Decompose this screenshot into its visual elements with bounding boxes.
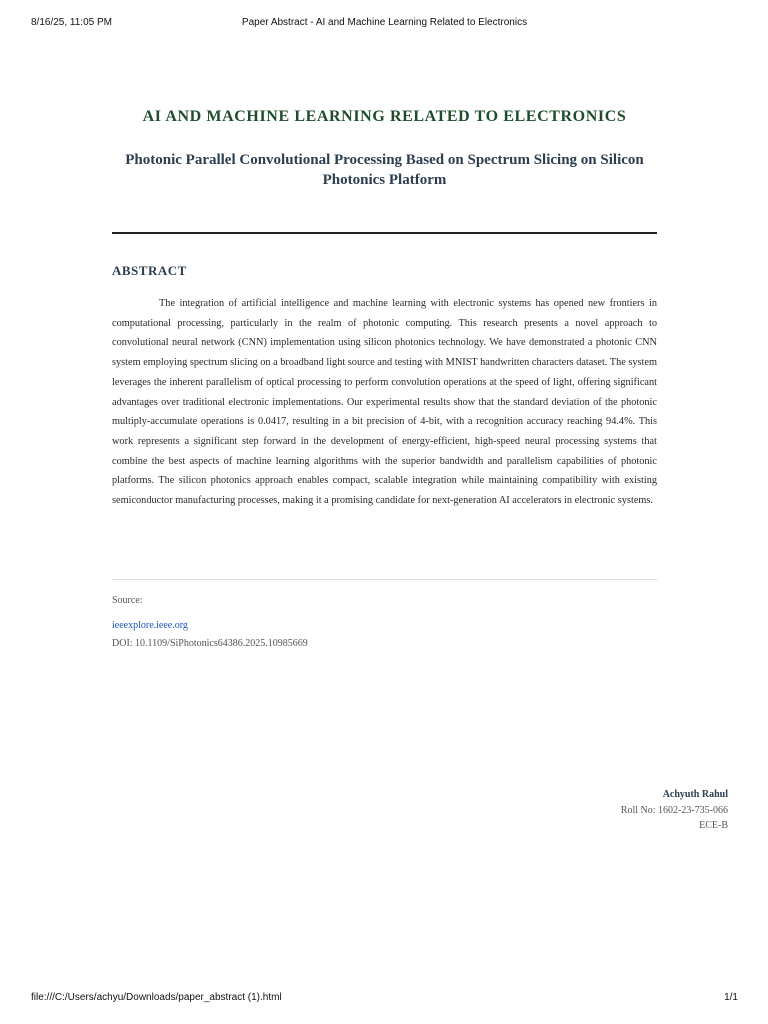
abstract-text: The integration of artificial intelligence and machine learning with electronic systems has opened new frontiers in computational processing, particularly in the realm of photonic computing. This research presents a novel approach to convolutional neural network (CNN) implementation using silicon photonics technology. We have demonstrated a photonic CNN system employing spectrum slicing on a broadband light source and testing with MNIST handwritten characters dataset. The system leverages the inherent parallelism of optical processing to perform convolution operations at the speed of light, offering significant advantages over traditional electronic implementations. Our experimental results show that the standard deviation of the photonic multiply-accumulate operations is 0.0417, resulting in a bit precision of 4-bit, with a recognition accuracy reaching 94.4%. This work represents a significant step forward in the development of energy-efficient, high-speed neural processing systems that combine the best aspects of machine learning algorithms with the superior bandwidth and parallelism capabilities of photonic platforms. The silicon photonics approach enables compact, scalable integration while maintaining compatibility with existing semiconductor manufacturing processes, making it a promising candidate for next-generation AI accelerators in electronic systems. [112,298,657,507]
abstract-heading: ABSTRACT [112,263,187,278]
title-divider [112,232,657,234]
paper-title: Photonic Parallel Convolutional Processing Based on Spectrum Slicing on Silicon Photonics Platform [125,152,644,188]
section: ECE-B [699,820,728,831]
page-indicator: 1/1 [724,992,738,1003]
author-name: Achyuth Rahul [662,789,728,800]
print-page-title: Paper Abstract - AI and Machine Learning Related to Electronics [241,17,528,28]
print-header [31,17,738,31]
source-label: Source: [112,595,143,606]
print-footer [31,992,738,1006]
author-block [621,787,728,834]
file-path: file:///C:/Users/achyu/Downloads/paper_abstract (1).html [31,992,282,1003]
category-heading: AI AND MACHINE LEARNING RELATED TO ELECTRONICS [142,108,627,125]
source-divider [112,579,657,580]
doi-text: DOI: 10.1109/SiPhotonics64386.2025.10985669 [112,638,308,649]
source-link[interactable]: ieeexplore.ieee.org [112,620,188,631]
roll-number: Roll No: 1602-23-735-066 [620,804,728,816]
print-datetime: 8/16/25, 11:05 PM [31,17,112,28]
